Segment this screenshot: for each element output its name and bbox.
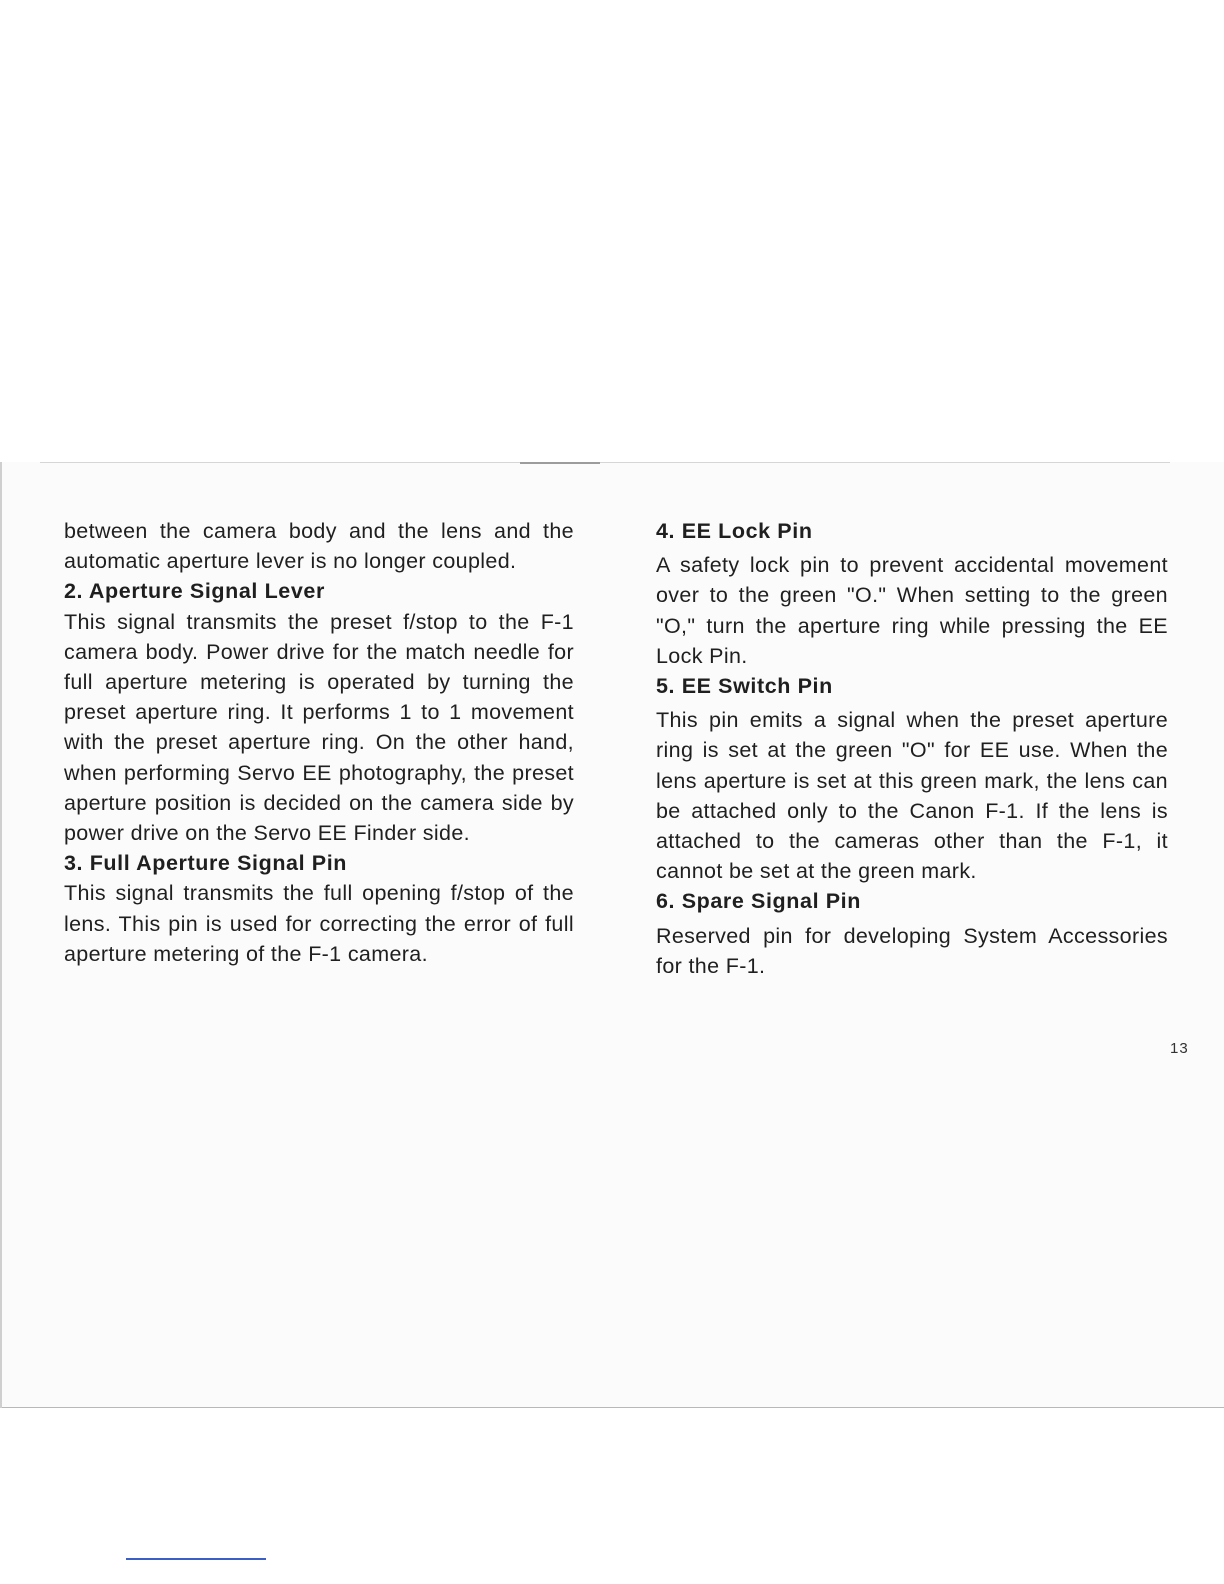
footer-underline bbox=[126, 1558, 266, 1560]
section-3-heading: 3. Full Aperture Signal Pin bbox=[64, 851, 347, 876]
section-4-body: A safety lock pin to prevent accidental movement over to the green "O." When setting to the green "O," turn the aperture ring while pressing the EE Lock Pin. bbox=[656, 553, 1168, 668]
right-text-column bbox=[656, 516, 1168, 981]
left-edge-line bbox=[0, 462, 2, 1408]
section-3-body: This signal transmits the full opening f/stop of the lens. This pin is used for correcting the error of full aperture metering of the F-1 camera. bbox=[64, 881, 574, 966]
section-4-heading: 4. EE Lock Pin bbox=[656, 519, 813, 543]
section-5-heading: 5. EE Switch Pin bbox=[656, 674, 833, 699]
bottom-edge-line bbox=[0, 1407, 1224, 1408]
top-edge-mark bbox=[520, 462, 600, 464]
section-2-body: This signal transmits the preset f/stop to the F-1 camera body. Power drive for the match needle for full aperture metering is operated by turning the preset aperture ring. It performs 1 to 1 movement with the preset aperture ring. On the other hand, when performing Servo EE photography, the preset aperture position is decided on the camera side by power drive on the Servo EE Finder side. bbox=[64, 609, 574, 846]
section-6-heading: 6. Spare Signal Pin bbox=[656, 889, 861, 914]
section-6-body: Reserved pin for developing System Accessories for the F-1. bbox=[656, 923, 1168, 978]
left-text-column bbox=[64, 516, 574, 969]
intro-paragraph: between the camera body and the lens and the automatic aperture lever is no longer coupled. bbox=[64, 519, 574, 574]
top-edge-line bbox=[40, 462, 1170, 463]
section-2-heading: 2. Aperture Signal Lever bbox=[64, 579, 325, 604]
section-5-body: This pin emits a signal when the preset aperture ring is set at the green "O" for EE use. When the lens aperture is set at this green mark, the lens can be attached only to the Canon F-1. If the lens is attached to the cameras other than the F-1, it cannot be set at the green mark. bbox=[656, 708, 1168, 884]
page-number: 13 bbox=[1170, 1040, 1189, 1057]
